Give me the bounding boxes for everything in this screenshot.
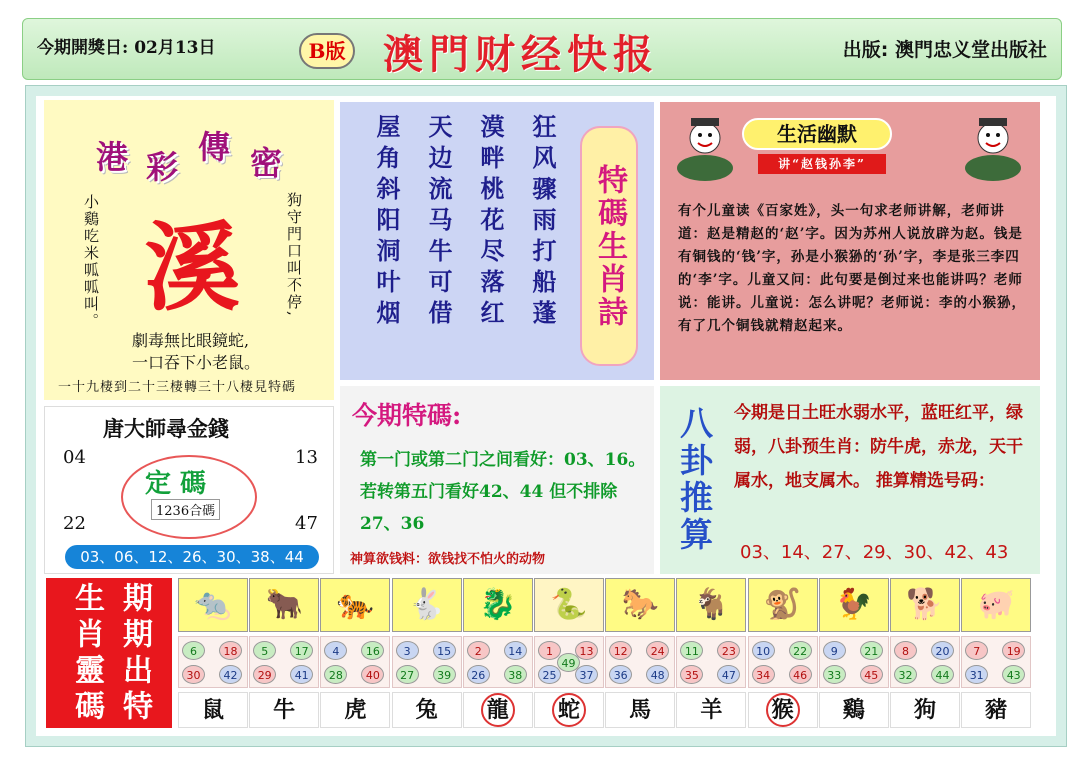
number-ball: 45 [860,665,883,684]
humor-box [660,102,1040,380]
bagua-text: 今期是日土旺水弱水平，蓝旺红平，绿弱，八卦预生肖：防牛虎，赤龙，天干属水，地支属木。 推算精选号码： [734,403,1023,491]
tang-number: 13 [295,447,318,468]
number-ball: 24 [646,641,669,660]
number-ball: 16 [361,641,384,660]
number-ball: 22 [789,641,812,660]
number-ball: 17 [290,641,313,660]
logo-char: 傳 [198,128,231,166]
zodiac-cell [534,578,606,723]
tang-center-title: 定 碼 [145,469,207,499]
publisher: 出版: 澳門忠义堂出版社 [842,39,1047,61]
number-ball: 30 [182,665,205,684]
zodiac-name [320,692,390,728]
number-ball: 47 [717,665,740,684]
poem-tag: 特碼生肖詩 [580,126,638,366]
zodiac-numbers [605,636,675,688]
zodiac-name-text: 蛇 [552,693,586,727]
dragon-icon: 🐉 [463,578,533,632]
number-ball: 18 [219,641,242,660]
zodiac-name [961,692,1031,728]
number-ball: 31 [965,665,988,684]
zodiac-numbers [961,636,1031,688]
rooster-icon: 🐓 [819,578,889,632]
number-ball: 13 [575,641,598,660]
number-ball: 21 [860,641,883,660]
snake-icon: 🐍 [534,578,604,632]
zodiac-name-text: 豬 [985,697,1008,723]
zodiac-cell [178,578,250,723]
number-ball: 8 [894,641,917,660]
zodiac-name [463,692,533,728]
number-ball: 5 [253,641,276,660]
logo-char: 彩 [146,148,179,186]
zodiac-cell [890,578,962,723]
draw-date: 今期開獎日: 02月13日 [37,38,216,58]
rat-icon: 🐀 [178,578,248,632]
money-god-left-icon [674,112,736,182]
poem-column: 屋角斜阳洞叶烟 [372,114,401,331]
monkey-icon: 🐒 [748,578,818,632]
zodiac-cell [320,578,392,723]
number-ball: 48 [646,665,669,684]
logo-char: 港 [96,138,129,176]
ox-icon: 🐂 [249,578,319,632]
zodiac-name-text: 虎 [344,697,367,723]
number-ball: 43 [1002,665,1025,684]
number-ball: 32 [894,665,917,684]
zodiac-numbers [819,636,889,688]
number-ball: 34 [752,665,775,684]
number-ball: 4 [324,641,347,660]
zodiac-cell [748,578,820,723]
zodiac-cell [463,578,535,723]
zodiac-name-text: 鷄 [842,697,865,723]
header-bar [22,18,1062,80]
poem-column: 漠畔桃花尽落红 [476,114,505,331]
tiger-icon: 🐅 [320,578,390,632]
riddle-left-verse: 小鷄吃米呱呱叫。 [82,194,100,330]
number-ball: 12 [609,641,632,660]
zodiac-name-text: 羊 [700,697,723,723]
tang-box [44,406,334,574]
zodiac-cell [605,578,677,723]
number-ball: 40 [361,665,384,684]
number-ball: 37 [575,665,598,684]
number-ball: 33 [823,665,846,684]
zodiac-numbers [676,636,746,688]
number-ball: 6 [182,641,205,660]
humor-title: 生活幽默 [742,118,892,150]
number-ball: 14 [504,641,527,660]
number-ball: 46 [789,665,812,684]
zodiac-name-text: 龍 [481,693,515,727]
tang-number: 47 [295,513,318,534]
zodiac-name [249,692,319,728]
money-god-right-icon [962,112,1024,182]
special-text: 第一门或第二门之间看好：03、16。若转第五门看好42、44 但不排除27、36 [360,450,646,534]
number-ball: 29 [253,665,276,684]
number-ball: 41 [290,665,313,684]
riddle-verse-1: 劇毒無比眼鏡蛇, [132,331,250,350]
number-ball: 42 [219,665,242,684]
poem-box [340,102,654,380]
zodiac-label-right: 期期出特 [117,582,152,726]
masthead-title: 澳門财经快报 [383,31,659,78]
zodiac-grid [178,578,1034,728]
number-ball: 27 [396,665,419,684]
humor-text: 有个儿童读《百家姓》，头一句求老师讲解，老师讲道：赵是精赵的‘赵’字。因为苏州人说放辟为赵。钱是有铜钱的‘钱’字，孙是小猴狲的‘孙’字，李是张三李四的‘李’字。儿童又问：此句要是倒过来也能讲吗？老师说：能讲。儿童说：怎么讲呢？老师说：李的小猴狲，有了几个铜钱就精赵起来。 [678,203,1026,334]
zodiac-cell [676,578,748,723]
zodiac-numbers [534,636,604,688]
zodiac-name [534,692,604,728]
zodiac-name [676,692,746,728]
zodiac-numbers [890,636,960,688]
zodiac-cell [961,578,1033,723]
zodiac-numbers [249,636,319,688]
tang-number: 22 [63,513,86,534]
riddle-right-verse: 狗守門口叫不停, [285,192,303,318]
number-ball: 20 [931,641,954,660]
poem-column: 天边流马牛可借 [424,114,453,331]
zodiac-cell [392,578,464,723]
riddle-footer: 一十九棲到二十三棲轉三十八棲見特碼 [58,380,297,395]
tang-number-bar: 03、06、12、26、30、38、44 [65,545,319,569]
bagua-box [660,386,1040,574]
pig-icon: 🐖 [961,578,1031,632]
zodiac-numbers [748,636,818,688]
number-ball: 44 [931,665,954,684]
number-ball: 15 [433,641,456,660]
number-ball: 7 [965,641,988,660]
zodiac-cell [249,578,321,723]
riddle-box [44,100,334,400]
number-ball: 35 [680,665,703,684]
special-title: 今期特碼: [352,401,462,430]
zodiac-numbers [178,636,248,688]
number-ball: 38 [504,665,527,684]
zodiac-label-left: 生肖靈碼 [69,582,104,726]
zodiac-name [178,692,248,728]
special-box [340,386,654,574]
zodiac-name [748,692,818,728]
number-ball: 1 [538,641,561,660]
zodiac-name-text: 兔 [415,697,438,723]
zodiac-name [819,692,889,728]
goat-icon: 🐐 [676,578,746,632]
number-ball: 28 [324,665,347,684]
zodiac-numbers [463,636,533,688]
edition-badge: B版 [299,33,355,69]
horse-icon: 🐎 [605,578,675,632]
zodiac-name [392,692,462,728]
zodiac-label-box [46,578,172,728]
zodiac-name-text: 猴 [766,693,800,727]
number-ball: 25 [538,665,561,684]
riddle-verse-2: 一口吞下小老鼠。 [132,353,261,372]
riddle-logo [96,118,306,186]
zodiac-name-text: 鼠 [201,697,224,723]
logo-char: 密 [250,144,283,182]
number-ball: 11 [680,641,703,660]
number-ball: 36 [609,665,632,684]
zodiac-name-text: 牛 [273,697,296,723]
number-ball: 49 [557,653,580,672]
tang-number: 04 [63,447,86,468]
poem-column: 狂风骤雨打船蓬 [528,114,557,331]
number-ball: 10 [752,641,775,660]
number-ball: 26 [467,665,490,684]
dog-icon: 🐕 [890,578,960,632]
zodiac-name-text: 馬 [629,697,652,723]
number-ball: 19 [1002,641,1025,660]
tang-center-sub: 1236合碼 [151,499,220,520]
zodiac-numbers [392,636,462,688]
zodiac-name-text: 狗 [913,697,936,723]
number-ball: 23 [717,641,740,660]
zodiac-name [890,692,960,728]
number-ball: 9 [823,641,846,660]
zodiac-name [605,692,675,728]
riddle-main-char: 溪 [144,211,240,324]
humor-subtitle: 讲“赵钱孙李” [758,154,886,174]
number-ball: 3 [396,641,419,660]
tang-title: 唐大師尋金錢 [103,416,229,441]
bagua-tag: 八卦推算 [675,406,714,554]
special-footer: 神算欲钱料：欲钱找不怕火的动物 [350,552,546,567]
zodiac-cell [819,578,891,723]
bagua-numbers: 03、14、27、29、30、42、43 [740,542,1009,563]
number-ball: 39 [433,665,456,684]
zodiac-numbers [320,636,390,688]
number-ball: 2 [467,641,490,660]
rabbit-icon: 🐇 [392,578,462,632]
